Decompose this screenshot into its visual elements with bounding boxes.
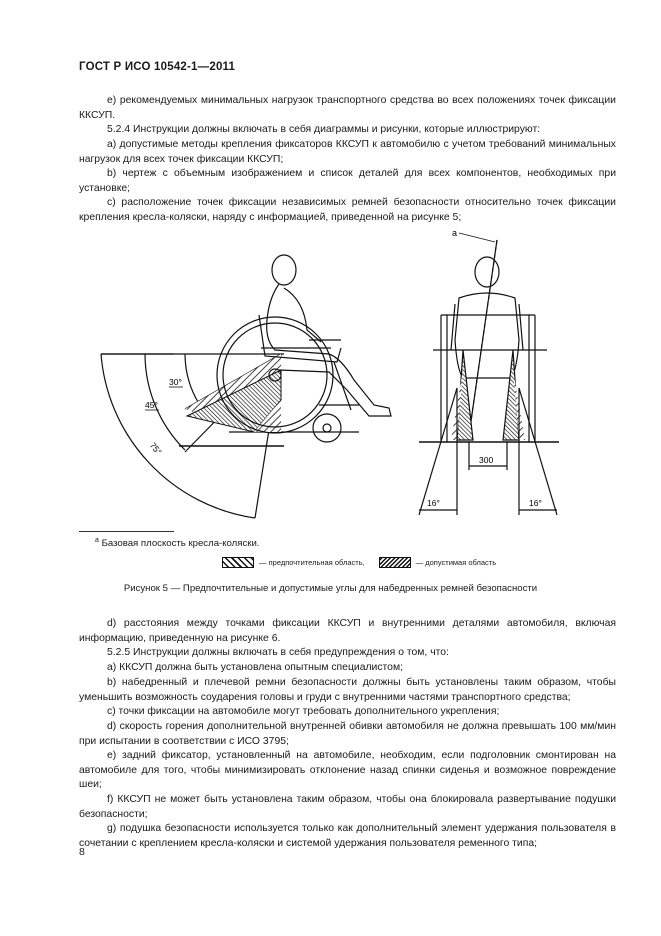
paragraph-5-2-5: 5.2.5 Инструкции должны включать в себя предупреждения о том, что: xyxy=(107,647,449,658)
label-16-left: 16° xyxy=(427,498,440,508)
paragraph-5-2-4: 5.2.4 Инструкции должны включать в себя диаграммы и рисунки, которые иллюстрируют: xyxy=(107,124,541,135)
figure-legend xyxy=(222,557,496,568)
label-45: 45° xyxy=(145,400,158,410)
warning-e: e) задний фиксатор, установленный на автомобиле, необходим, если подголовник смонтирован на автомобиле для того, чтобы минимизировать отклонение назад спинки сиденья и возможное повреждение шеи; xyxy=(79,750,616,791)
figure-5-belt-angles xyxy=(79,220,579,520)
paragraph-c: c) расположение точек фиксации независимых ремней безопасности относительно точек фиксации крепления кресла-коляски, наряду с информацией, приведенной на рисунке 5; xyxy=(79,197,616,223)
page-number: 8 xyxy=(79,846,85,858)
footnote-mark: a xyxy=(95,537,99,544)
warning-d: d) скорость горения дополнительной внутренней обивки автомобиля не должна превышать 100 мм/мин при испытании в соответствии с ИСО 3795; xyxy=(79,721,616,747)
arc-30 xyxy=(185,354,198,402)
paragraph-a: a) допустимые методы крепления фиксаторов ККСУП к автомобилю с учетом требований минимальных нагрузок для всех точек фиксации ККСУП; xyxy=(79,139,616,165)
warning-c: c) точки фиксации на автомобиле могут требовать дополнительного укрепления; xyxy=(107,706,500,717)
warning-g: g) подушка безопасности используется только как дополнительный элемент удержания пользователя в сочетании с креплением кресла-коляски и системой удержания пользователя ременного типа; xyxy=(79,823,616,849)
preferred-swatch xyxy=(222,557,254,568)
warning-f: f) ККСУП не может быть установлена таким образом, чтобы она блокировала развертывание подушки безопасности; xyxy=(79,794,616,820)
figure-caption: Рисунок 5 — Предпочтительные и допустимые углы для набедренных ремней безопасности xyxy=(123,583,538,594)
document-header: ГОСТ Р ИСО 10542-1—2011 xyxy=(79,61,236,73)
label-a-ref: a xyxy=(452,228,458,238)
side-view-diagram xyxy=(101,255,391,518)
paragraph-b: b) чертеж с объемным изображением и список деталей для всех компонентов, необходимых при установке; xyxy=(79,168,616,194)
label-300: 300 xyxy=(479,455,494,465)
legend-preferred: — предпочтительная область, xyxy=(259,558,365,567)
footnote xyxy=(95,537,259,549)
permissible-swatch xyxy=(379,557,411,568)
paragraph-e: e) рекомендуемых минимальных нагрузок транспортного средства во всех положениях точек фиксации ККСУП. xyxy=(79,95,616,121)
warning-b: b) набедренный и плечевой ремни безопасности должны быть установлены таким образом, чтобы уменьшить возможность соударения головы и груди с внутренними частями транспортного средства; xyxy=(79,677,616,703)
legend-permissible: — допустимая область xyxy=(415,558,497,567)
label-75: 75° xyxy=(147,440,164,457)
label-30: 30° xyxy=(169,377,182,387)
footnote-rule xyxy=(79,531,174,532)
paragraph-d: d) расстояния между точками фиксации ККСУП и внутренними деталями автомобиля, включая информацию, приведенную на рисунке 6. xyxy=(79,618,616,644)
label-16-right: 16° xyxy=(529,498,542,508)
footnote-text: Базовая плоскость кресла-коляски. xyxy=(101,538,260,550)
front-view-diagram xyxy=(419,240,559,515)
warning-a: a) ККСУП должна быть установлена опытным специалистом; xyxy=(107,662,403,673)
